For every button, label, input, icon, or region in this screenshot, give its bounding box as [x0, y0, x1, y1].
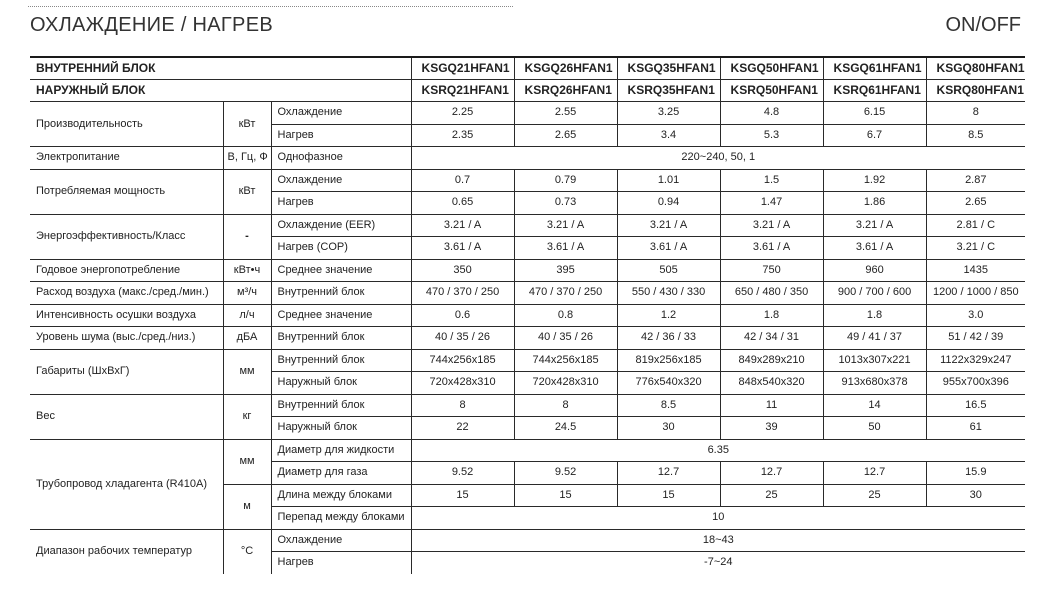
indoor-models-row	[30, 57, 1025, 80]
cell-value: 1.8	[720, 304, 823, 327]
cell-value: 650 / 480 / 350	[720, 282, 823, 305]
table-row	[30, 214, 1025, 237]
cell-value: 15.9	[926, 462, 1025, 485]
outdoor-model: KSRQ50HFAN1	[720, 80, 823, 102]
param-sub: Охлаждение	[271, 529, 411, 552]
mode-badge: ON/OFF	[945, 14, 1021, 36]
cell-value: 8.5	[617, 394, 720, 417]
outdoor-models-row	[30, 80, 1025, 102]
cell-value: 51 / 42 / 39	[926, 327, 1025, 350]
cell-value: 470 / 370 / 250	[514, 282, 617, 305]
cell-value: 1435	[926, 259, 1025, 282]
table-row	[30, 169, 1025, 192]
param-unit: мм	[223, 439, 271, 484]
outdoor-model: KSRQ61HFAN1	[823, 80, 926, 102]
cell-value: 12.7	[720, 462, 823, 485]
param-unit: кг	[223, 394, 271, 439]
cell-value: 3.21 / A	[617, 214, 720, 237]
param-label: Потребляемая мощность	[30, 169, 223, 214]
param-sub: Однофазное	[271, 147, 411, 170]
param-label: Производительность	[30, 102, 223, 147]
cell-value: 3.25	[617, 102, 720, 125]
cell-value: 2.25	[411, 102, 514, 125]
cell-value: 40 / 35 / 26	[411, 327, 514, 350]
cell-value: 3.21 / A	[411, 214, 514, 237]
cell-value: 5.3	[720, 124, 823, 147]
param-unit: м³/ч	[223, 282, 271, 305]
outdoor-model: KSRQ21HFAN1	[411, 80, 514, 102]
cell-value: 40 / 35 / 26	[514, 327, 617, 350]
cell-value: 470 / 370 / 250	[411, 282, 514, 305]
param-unit: кВт	[223, 102, 271, 147]
cell-value-merged: 10	[411, 507, 1025, 530]
table-row	[30, 102, 1025, 125]
cell-value: 750	[720, 259, 823, 282]
cell-value: 848x540x320	[720, 372, 823, 395]
param-sub: Наружный блок	[271, 372, 411, 395]
param-sub: Наружный блок	[271, 417, 411, 440]
param-sub: Охлаждение	[271, 102, 411, 125]
cell-value: 8	[926, 102, 1025, 125]
cell-value: 3.61 / A	[617, 237, 720, 260]
table-row	[30, 529, 1025, 552]
param-sub: Нагрев	[271, 552, 411, 574]
cell-value: 6.7	[823, 124, 926, 147]
param-sub: Охлаждение	[271, 169, 411, 192]
indoor-model: KSGQ61HFAN1	[823, 57, 926, 80]
cell-value: 3.0	[926, 304, 1025, 327]
param-unit: В, Гц, Ф	[223, 147, 271, 170]
param-label: Энергоэффективность/Класс	[30, 214, 223, 259]
cell-value: 2.81 / C	[926, 214, 1025, 237]
cell-value: 3.21 / A	[720, 214, 823, 237]
page-title: ОХЛАЖДЕНИЕ / НАГРЕВ	[30, 14, 273, 36]
indoor-model: KSGQ21HFAN1	[411, 57, 514, 80]
cell-value: 3.4	[617, 124, 720, 147]
cell-value: 1.92	[823, 169, 926, 192]
param-sub: Внутренний блок	[271, 394, 411, 417]
cell-value-merged: 6.35	[411, 439, 1025, 462]
cell-value: 744x256x185	[411, 349, 514, 372]
cell-value-merged: -7~24	[411, 552, 1025, 574]
cell-value: 3.21 / C	[926, 237, 1025, 260]
cell-value: 2.65	[514, 124, 617, 147]
cell-value: 9.52	[411, 462, 514, 485]
table-row	[30, 439, 1025, 462]
param-label: Вес	[30, 394, 223, 439]
cell-value: 9.52	[514, 462, 617, 485]
param-label: Диапазон рабочих температур	[36, 545, 192, 557]
cell-value: 30	[926, 484, 1025, 507]
cell-value: 25	[823, 484, 926, 507]
cell-value: 819x256x185	[617, 349, 720, 372]
param-sub: Среднее значение	[271, 259, 411, 282]
table-row	[30, 327, 1025, 350]
cell-value: 776x540x320	[617, 372, 720, 395]
cell-value: 955x700x396	[926, 372, 1025, 395]
cell-value: 2.87	[926, 169, 1025, 192]
cell-value: 350	[411, 259, 514, 282]
spec-table	[30, 56, 1025, 574]
cell-value: 913x680x378	[823, 372, 926, 395]
cell-value: 42 / 34 / 31	[720, 327, 823, 350]
outdoor-model: KSRQ35HFAN1	[617, 80, 720, 102]
param-sub: Среднее значение	[271, 304, 411, 327]
cell-value: 1013x307x221	[823, 349, 926, 372]
cell-value: 25	[720, 484, 823, 507]
cell-value: 550 / 430 / 330	[617, 282, 720, 305]
param-unit: -	[223, 214, 271, 259]
cell-value: 2.35	[411, 124, 514, 147]
cell-value: 2.55	[514, 102, 617, 125]
param-sub: Диаметр для жидкости	[271, 439, 411, 462]
cell-value: 3.21 / A	[514, 214, 617, 237]
cell-value: 1.47	[720, 192, 823, 215]
cell-value: 960	[823, 259, 926, 282]
cell-value: 15	[514, 484, 617, 507]
cell-value: 8	[411, 394, 514, 417]
cell-value: 8	[514, 394, 617, 417]
cell-value: 1.01	[617, 169, 720, 192]
cell-value: 11	[720, 394, 823, 417]
cell-value: 505	[617, 259, 720, 282]
cell-value: 2.65	[926, 192, 1025, 215]
cell-value: 16.5	[926, 394, 1025, 417]
cell-value: 42 / 36 / 33	[617, 327, 720, 350]
param-label: Габариты (ШхВхГ)	[30, 349, 223, 394]
cell-value: 3.21 / A	[823, 214, 926, 237]
indoor-model: KSGQ50HFAN1	[720, 57, 823, 80]
cell-value: 1200 / 1000 / 850	[926, 282, 1025, 305]
cell-value: 900 / 700 / 600	[823, 282, 926, 305]
cell-value: 720x428x310	[411, 372, 514, 395]
param-unit: кВт•ч	[223, 259, 271, 282]
cell-value: 4.8	[720, 102, 823, 125]
cell-value: 61	[926, 417, 1025, 440]
cell-value: 849x289x210	[720, 349, 823, 372]
param-label: Годовое энергопотребление	[30, 259, 223, 282]
cell-value: 8.5	[926, 124, 1025, 147]
param-unit: дБА	[223, 327, 271, 350]
cell-value-merged: 220~240, 50, 1	[411, 147, 1025, 170]
param-sub: Длина между блоками	[271, 484, 411, 507]
param-unit: кВт	[223, 169, 271, 214]
param-label: Уровень шума (выс./сред./низ.)	[30, 327, 223, 350]
cell-value: 744x256x185	[514, 349, 617, 372]
cell-value: 0.65	[411, 192, 514, 215]
table-row	[30, 349, 1025, 372]
cell-value: 0.79	[514, 169, 617, 192]
table-row	[30, 147, 1025, 170]
param-label: Электропитание	[30, 147, 223, 170]
cell-value: 1.86	[823, 192, 926, 215]
outdoor-unit-label: НАРУЖНЫЙ БЛОК	[30, 80, 411, 102]
cell-value: 50	[823, 417, 926, 440]
indoor-unit-label: ВНУТРЕННИЙ БЛОК	[30, 57, 411, 80]
cell-value: 0.8	[514, 304, 617, 327]
cell-value: 0.7	[411, 169, 514, 192]
cell-value: 49 / 41 / 37	[823, 327, 926, 350]
cell-value: 3.61 / A	[514, 237, 617, 260]
cell-value: 39	[720, 417, 823, 440]
param-sub: Внутренний блок	[271, 282, 411, 305]
table-row	[30, 282, 1025, 305]
param-sub: Охлаждение (EER)	[271, 214, 411, 237]
cell-value: 0.94	[617, 192, 720, 215]
outdoor-model: KSRQ80HFAN1	[926, 80, 1025, 102]
cell-value: 15	[617, 484, 720, 507]
top-dotted-rule	[28, 6, 513, 7]
table-row	[30, 304, 1025, 327]
cell-value: 14	[823, 394, 926, 417]
param-sub: Нагрев (COP)	[271, 237, 411, 260]
param-unit: мм	[223, 349, 271, 394]
cell-value: 30	[617, 417, 720, 440]
cell-value: 3.61 / A	[823, 237, 926, 260]
cell-value: 0.6	[411, 304, 514, 327]
param-sub: Внутренний блок	[271, 349, 411, 372]
param-unit: °C	[223, 529, 271, 574]
cell-value: 22	[411, 417, 514, 440]
cell-value: 3.61 / A	[411, 237, 514, 260]
table-row	[30, 394, 1025, 417]
param-sub: Перепад между блоками	[271, 507, 411, 530]
param-label: Интенсивность осушки воздуха	[30, 304, 223, 327]
cell-value-merged: 18~43	[411, 529, 1025, 552]
param-label: Расход воздуха (макс./сред./мин.)	[30, 282, 223, 305]
cell-value: 6.15	[823, 102, 926, 125]
indoor-model: KSGQ80HFAN1	[926, 57, 1025, 80]
cell-value: 24.5	[514, 417, 617, 440]
cell-value: 0.73	[514, 192, 617, 215]
param-unit: м	[223, 484, 271, 529]
outdoor-model: KSRQ26HFAN1	[514, 80, 617, 102]
cell-value: 1.8	[823, 304, 926, 327]
param-sub: Диаметр для газа	[271, 462, 411, 485]
cell-value: 1.2	[617, 304, 720, 327]
table-row	[30, 259, 1025, 282]
cell-value: 720x428x310	[514, 372, 617, 395]
param-sub: Нагрев	[271, 192, 411, 215]
indoor-model: KSGQ35HFAN1	[617, 57, 720, 80]
param-sub: Внутренний блок	[271, 327, 411, 350]
indoor-model: KSGQ26HFAN1	[514, 57, 617, 80]
cell-value: 395	[514, 259, 617, 282]
param-label: Трубопровод хладагента (R410A)	[30, 439, 223, 529]
param-unit: л/ч	[223, 304, 271, 327]
cell-value: 1122x329x247	[926, 349, 1025, 372]
cell-value: 12.7	[823, 462, 926, 485]
param-sub: Нагрев	[271, 124, 411, 147]
cell-value: 1.5	[720, 169, 823, 192]
cell-value: 15	[411, 484, 514, 507]
cell-value: 12.7	[617, 462, 720, 485]
cell-value: 3.61 / A	[720, 237, 823, 260]
